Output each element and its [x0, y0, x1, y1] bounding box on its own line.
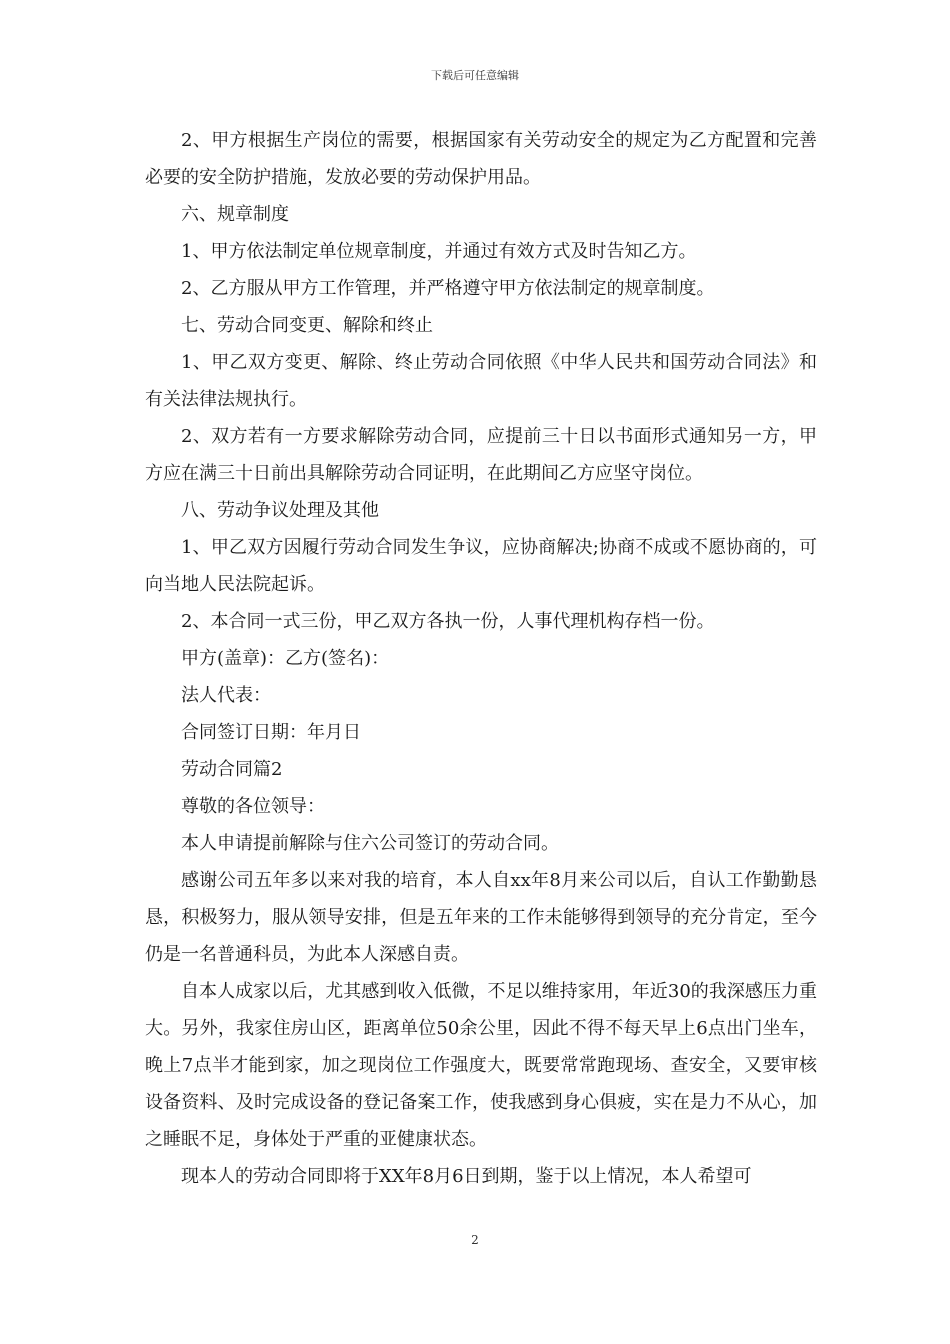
page-number: 2 — [471, 1233, 479, 1247]
paragraph: 感谢公司五年多以来对我的培育，本人自xx年8月来公司以后，自认工作勤勤恳恳，积极努力，服从领导安排，但是五年来的工作未能够得到领导的充分肯定，至今仍是一名普通科员，为此本人深感自责。 — [145, 870, 817, 965]
paragraph: 现本人的劳动合同即将于XX年8月6日到期，鉴于以上情况，本人希望可 — [181, 1166, 752, 1187]
paragraph: 2、双方若有一方要求解除劳动合同，应提前三十日以书面形式通知另一方，甲方应在满三十日前出具解除劳动合同证明，在此期间乙方应坚守岗位。 — [145, 426, 817, 484]
paragraph: 本人申请提前解除与住六公司签订的劳动合同。 — [181, 833, 559, 854]
signature-line: 甲方(盖章)：乙方(签名)： — [181, 648, 390, 669]
salutation: 尊敬的各位领导： — [181, 796, 325, 817]
paragraph: 1、甲乙双方变更、解除、终止劳动合同依照《中华人民共和国劳动合同法》和有关法律法规执行。 — [145, 352, 817, 410]
section-heading: 七、劳动合同变更、解除和终止 — [181, 315, 433, 336]
section-heading: 六、规章制度 — [181, 204, 289, 225]
section-heading: 八、劳动争议处理及其他 — [181, 500, 379, 521]
page-header: 下载后可任意编辑 — [431, 69, 519, 82]
paragraph: 2、本合同一式三份，甲乙双方各执一份，人事代理机构存档一份。 — [181, 611, 715, 632]
legal-representative-line: 法人代表： — [181, 685, 271, 706]
paragraph: 1、甲方依法制定单位规章制度，并通过有效方式及时告知乙方。 — [181, 241, 697, 262]
document-body — [145, 122, 817, 1195]
paragraph: 1、甲乙双方因履行劳动合同发生争议，应协商解决;协商不成或不愿协商的，可向当地人民法院起诉。 — [145, 537, 817, 595]
paragraph: 2、甲方根据生产岗位的需要，根据国家有关劳动安全的规定为乙方配置和完善必要的安全防护措施，发放必要的劳动保护用品。 — [145, 130, 817, 188]
article-title: 劳动合同篇2 — [181, 759, 283, 780]
paragraph: 自本人成家以后，尤其感到收入低微，不足以维持家用，年近30的我深感压力重大。另外，我家住房山区，距离单位50余公里，因此不得不每天早上6点出门坐车，晚上7点半才能到家，加之现岗位工作强度大，既要常常跑现场、查安全，又要审核设备资料、及时完成设备的登记备案工作，使我感到身心俱疲，实在是力不从心，加之睡眠不足，身体处于严重的亚健康状态。 — [145, 981, 817, 1150]
paragraph: 2、乙方服从甲方工作管理，并严格遵守甲方依法制定的规章制度。 — [181, 278, 715, 299]
signing-date-line: 合同签订日期：年月日 — [181, 722, 361, 743]
